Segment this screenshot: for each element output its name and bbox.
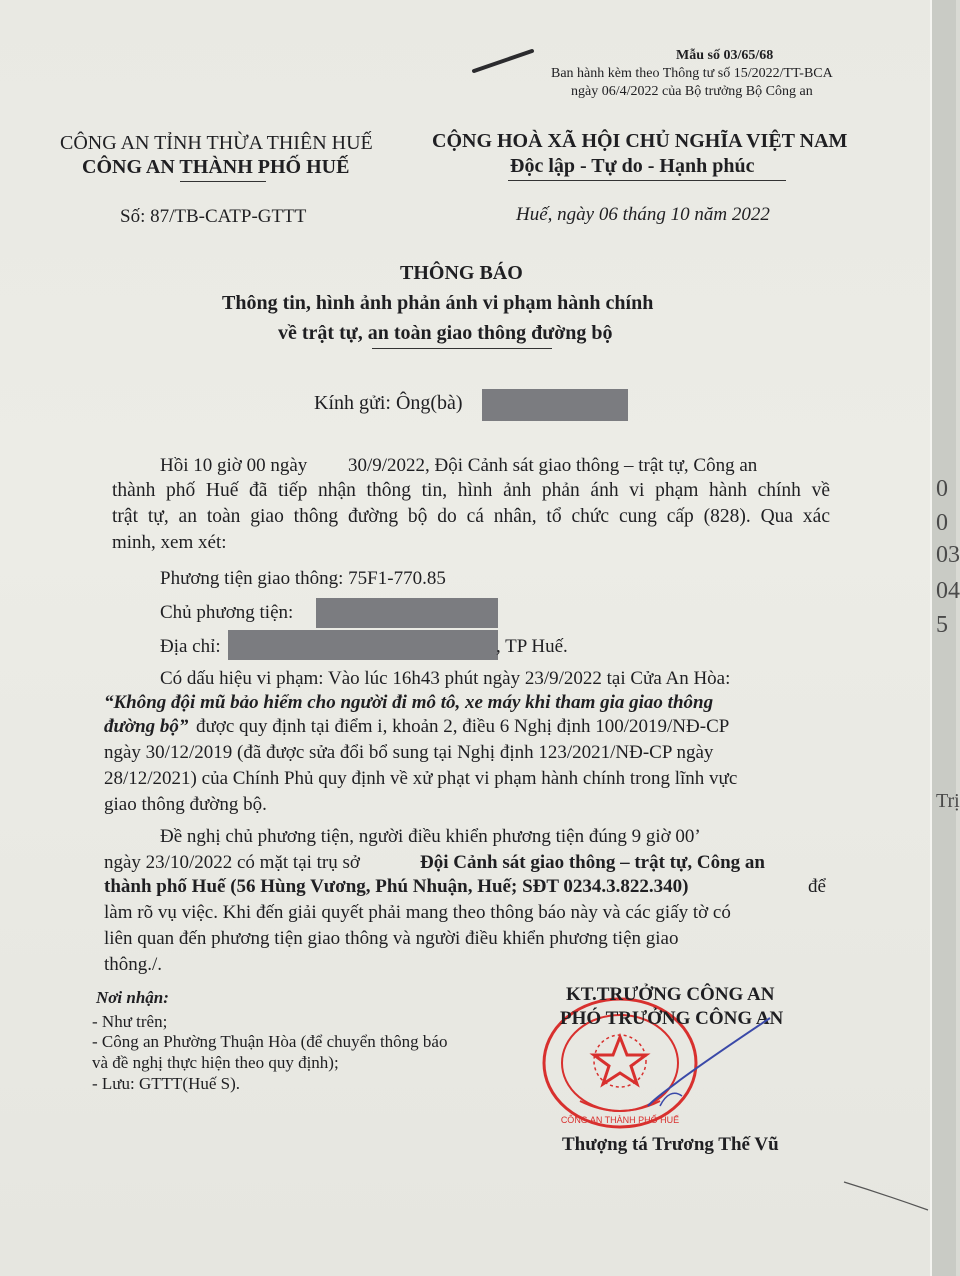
stamp-text: CÔNG AN THÀNH PHỐ HUẾ: [560, 1115, 680, 1125]
notice-subtitle-2: về trật tự, an toàn giao thông đường bộ: [278, 322, 613, 344]
recipients-item3: - Lưu: GTTT(Huế S).: [92, 1074, 241, 1093]
request-line5: liên quan đến phương tiện giao thông và người điều khiển phương tiện giao: [104, 928, 679, 949]
notice-subtitle-1: Thông tin, hình ảnh phản ánh vi phạm hành chính: [222, 292, 654, 314]
pen-stroke: [470, 45, 540, 75]
redacted-name: [482, 389, 628, 421]
pen-trace: [840, 1176, 932, 1216]
violation-line4: ngày 30/12/2019 (đã được sửa đổi bổ sung tại Nghị định 123/2021/NĐ-CP ngày: [104, 742, 714, 763]
motto-underline: [508, 180, 786, 181]
handwritten-signature: [600, 1010, 780, 1120]
signer-name: Thượng tá Trương Thế Vũ: [562, 1134, 779, 1155]
agency-parent: CÔNG AN TỈNH THỪA THIÊN HUẾ: [60, 132, 373, 154]
request-line3-end: để: [808, 876, 826, 897]
para1-line2: thành phố Huế đã tiếp nhận thông tin, hình ảnh phản ánh vi phạm hành chính về: [112, 480, 830, 501]
edge-digit: 03: [936, 542, 960, 568]
request-line6: thông./.: [104, 954, 163, 975]
recipient-label: Kính gửi: Ông(bà): [314, 392, 463, 414]
agency-name: CÔNG AN THÀNH PHỐ HUẾ: [82, 156, 350, 178]
document-date: Huế, ngày 06 tháng 10 năm 2022: [516, 204, 770, 225]
nation-name: CỘNG HOÀ XÃ HỘI CHỦ NGHĨA VIỆT NAM: [432, 130, 848, 152]
violation-line1: Có dấu hiệu vi phạm: Vào lúc 16h43 phút ngày 23/9/2022 tại Cửa An Hòa:: [160, 668, 731, 689]
request-line1: Đề nghị chủ phương tiện, người điều khiển phương tiện đúng 9 giờ 00’: [160, 826, 701, 847]
edge-digit: Trị: [936, 790, 960, 812]
para1-line3: trật tự, an toàn giao thông đường bộ do cá nhân, tổ chức cung cấp (828). Qua xác: [112, 506, 830, 527]
document-number: Số: 87/TB-CATP-GTTT: [120, 206, 307, 227]
request-line2a: ngày 23/10/2022 có mặt tại trụ sở: [104, 852, 360, 873]
edge-digit: 04: [936, 578, 960, 604]
violation-line3: được quy định tại điểm i, khoản 2, điều 6 Nghị định 100/2019/NĐ-CP: [196, 716, 730, 737]
violation-line5: 28/12/2021) của Chính Phủ quy định về xử phạt vi phạm hành chính trong lĩnh vực: [104, 768, 738, 789]
recipients-item2-cont: và đề nghị thực hiện theo quy định);: [92, 1053, 339, 1072]
nation-motto: Độc lập - Tự do - Hạnh phúc: [510, 155, 755, 177]
address-tail: , TP Huế.: [496, 636, 568, 657]
recipients-heading: Nơi nhận:: [96, 988, 169, 1007]
violation-description-end: đường bộ”: [104, 716, 189, 737]
recipients-item2: - Công an Phường Thuận Hòa (để chuyển thông báo: [92, 1032, 448, 1051]
para1-line1a: Hồi 10 giờ 00 ngày: [160, 455, 308, 476]
redacted-address: [228, 630, 498, 660]
request-line3: thành phố Huế (56 Hùng Vương, Phú Nhuận, Huế; SĐT 0234.3.822.340): [104, 876, 689, 897]
violation-line6: giao thông đường bộ.: [104, 794, 267, 815]
recipients-item1: - Như trên;: [92, 1012, 168, 1031]
para1-line1b: 30/9/2022, Đội Cảnh sát giao thông – trật tự, Công an: [348, 455, 758, 476]
redacted-owner: [316, 598, 498, 628]
violation-description: “Không đội mũ bảo hiểm cho người đi mô tô, xe máy khi tham gia giao thông: [104, 692, 714, 713]
signature-title1: KT.TRƯỞNG CÔNG AN: [566, 984, 775, 1005]
form-issued-line1: Ban hành kèm theo Thông tư số 15/2022/TT-BCA: [551, 66, 833, 81]
address-label: Địa chỉ:: [160, 636, 221, 657]
edge-digit: 0: [936, 510, 948, 536]
agency-underline: [180, 181, 266, 182]
notice-title: THÔNG BÁO: [400, 262, 523, 284]
edge-digit: 5: [936, 612, 948, 638]
form-issued-line2: ngày 06/4/2022 của Bộ trưởng Bộ Công an: [571, 84, 813, 99]
edge-digit: 0: [936, 476, 948, 502]
subtitle-underline: [372, 348, 552, 349]
request-line4: làm rõ vụ việc. Khi đến giải quyết phải mang theo thông báo này và các giấy tờ có: [104, 902, 731, 923]
page-edge-highlight: [930, 0, 932, 1276]
vehicle-plate: Phương tiện giao thông: 75F1-770.85: [160, 568, 446, 589]
owner-label: Chủ phương tiện:: [160, 602, 294, 623]
para1-line4: minh, xem xét:: [112, 532, 227, 553]
form-number: Mẫu số 03/65/68: [676, 48, 774, 63]
signature-title2: PHÓ TRƯỞNG CÔNG AN: [560, 1008, 784, 1029]
request-line2b: Đội Cảnh sát giao thông – trật tự, Công an: [420, 852, 765, 873]
